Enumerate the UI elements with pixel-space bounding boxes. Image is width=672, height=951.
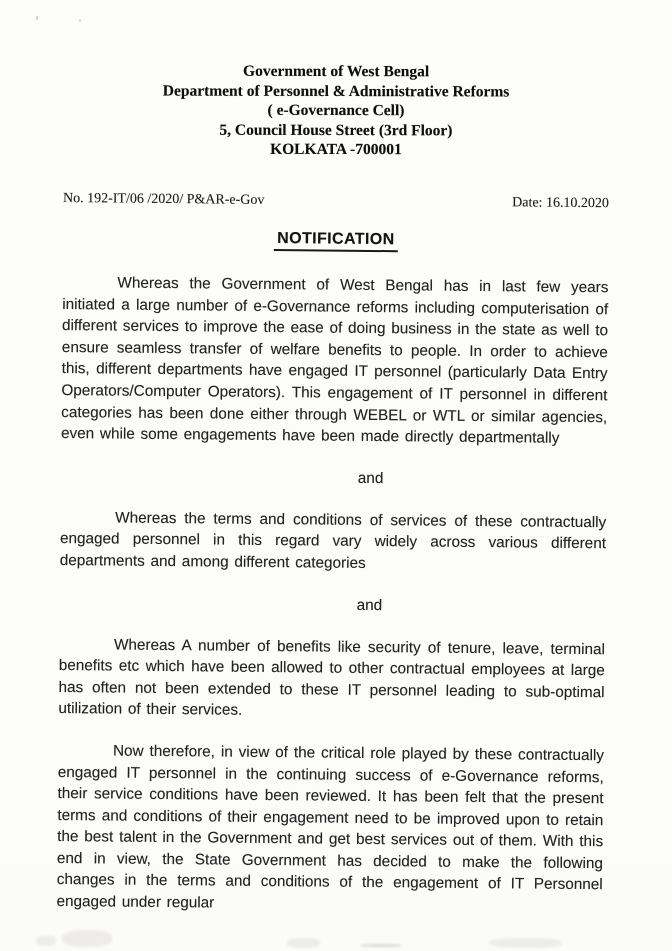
scan-speck-artifact (79, 19, 81, 22)
letterhead-line-department: Department of Personnel & Administrative Reforms (162, 82, 510, 100)
letterhead-line-address: 5, Council House Street (3rd Floor) (219, 121, 453, 139)
notification-title-row (63, 228, 609, 254)
page-bleed-through-smudge (287, 938, 320, 948)
letterhead-line-city-pin: KOLKATA -700001 (270, 140, 402, 159)
connector-and-1: and (357, 469, 384, 487)
letterhead (63, 61, 609, 160)
scan-speck-artifact (36, 16, 39, 20)
page-bleed-through-smudge (489, 938, 562, 948)
paragraph-whereas-1: Whereas the Government of West Bengal has in last few years initiated a large number of e-Governance reforms including computerisation of different services to improve the ease of doing business in the state as well to ensure seamless transfer of welfare benefits to people. In order to achieve this, different departments have engaged IT personnel (particularly Data Entry Operators/Computer Operators). This engagement of IT personnel in different categories has been done either through WEBEL or WTL or similar agencies, even while some engagements have been made directly departmentally (60, 274, 609, 447)
page-bleed-through-smudge (36, 936, 56, 946)
page-bleed-through-smudge (62, 930, 112, 947)
memo-number: No. 192-IT/06 /2020/ P&AR-e-Gov (62, 190, 265, 208)
reference-row (63, 191, 609, 212)
notification-body (56, 228, 609, 918)
memo-date: Date: 16.10.2020 (512, 194, 610, 211)
letterhead-line-government: Government of West Bengal (243, 62, 430, 81)
document-content (56, 62, 610, 912)
paragraph-now-therefore: Now therefore, in view of the critical role played by these contractually engaged IT personnel in the continuing success of e-Governance reforms, their service conditions have been reviewed. It has been felt that the present terms and conditions of their engagement need to be improved upon to retain the best talent in the Government and get best services out of them. With this end in view, the State Government has decided to make the following changes in the terms and conditions of the engagement of IT Personnel engaged under regular (56, 741, 605, 912)
paragraph-whereas-3: Whereas A number of benefits like security of tenure, leave, terminal benefits etc which have been allowed to other contractual employees at large has often not been extended to these IT personnel leading to sub-optimal utilization of their services. (58, 635, 606, 719)
page-bleed-through-smudge (360, 944, 402, 947)
letterhead-line-cell: ( e-Governance Cell) (267, 101, 405, 120)
connector-and-2: and (356, 595, 383, 614)
paragraph-whereas-2: Whereas the terms and conditions of services of these contractually engaged personnel in this regard vary widely across various different departments and among different categories (59, 508, 607, 572)
notification-title: NOTIFICATION (274, 230, 398, 252)
